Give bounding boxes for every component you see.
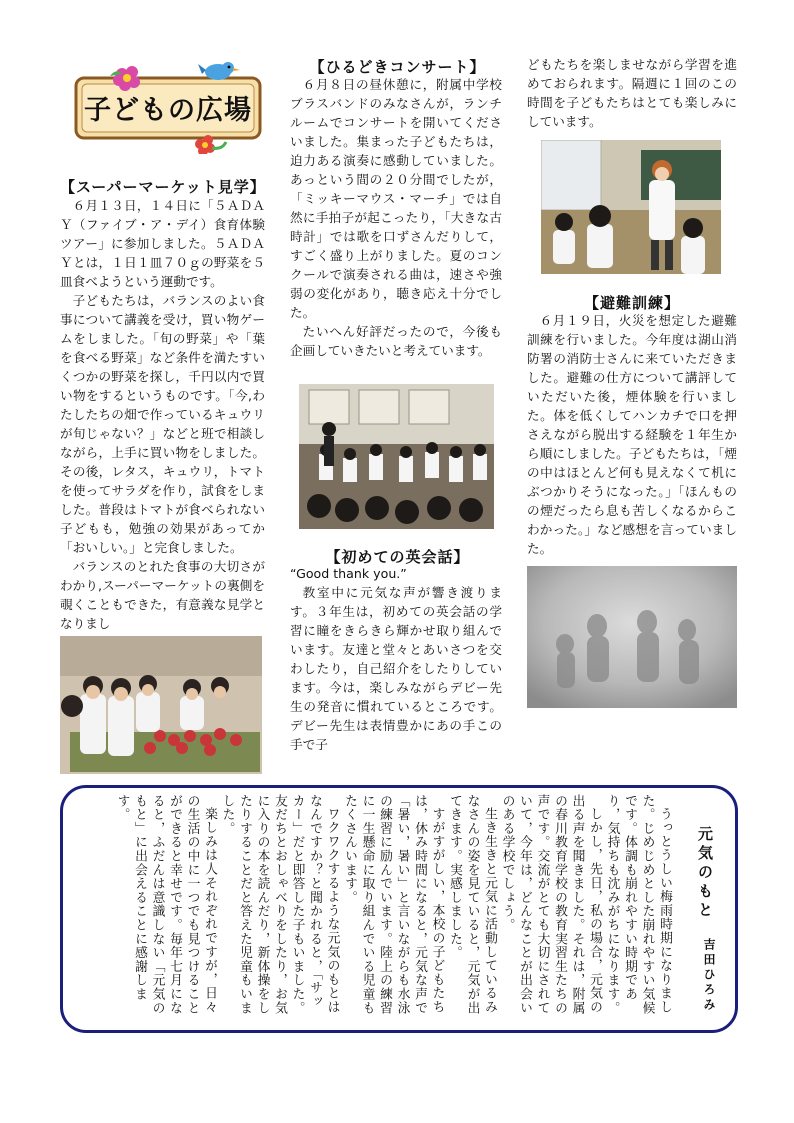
market-paragraph-1: ６月１３日，１４日に「５ＡＤＡＹ（ファイブ・ア・デイ）食育体験ツアー」に参加しました。５ＡＤＡＹとは，１日１皿７０ｇの野菜を５皿食べようという運動です。 <box>60 198 265 289</box>
column-paragraph-5: ワクワクするような元気のもとはなんですか？と聞かれると，「サッカー」だと即答した子もいました。友だちとおしゃべりをしたり，お気に入りの本を読んだり，新体操をしたりすることだと答えた児童もいました。 <box>219 794 340 1015</box>
english-quote: “Good thank you.” <box>290 566 407 581</box>
drill-heading: 【避難訓練】 <box>583 294 680 312</box>
column-paragraph-3: 生き生きと元気に活動しているみなさんの姿を見ていると，元気が出てきます。実感しました。 <box>447 794 497 1015</box>
market-paragraph-3: バランスのとれた食事の大切さがわかり,スーパーマーケットの裏側を覗くこともできた，有意義な見学となりまし <box>60 559 265 631</box>
english-article <box>290 564 502 754</box>
page-title: 子どもの広場 <box>84 95 252 126</box>
concert-paragraph-1: ６月８日の昼休憩に，附属中学校ブラスバンドのみなさんが，ランチルームでコンサートを開いてくださいました。集まった子どもたちは，迫力ある演奏に感動していました。あっという間の２０分間でしたが，「ミッキーマウス・マーチ」では自然に手拍子が起こったり，「大きな古時計」では歌を口ずさんだりして，すごく盛り上がりました。夏のコンクールで演奏される曲は，速さや強弱の変化があり，聴き応え十分でした。 <box>290 77 502 320</box>
english-heading: 【初めての英会話】 <box>325 548 470 566</box>
column-paragraph-1: うっとうしい梅雨時期になりました。じめじめとした崩れやすい気候です。体調も崩れやすい時期であり，気持ちも沈みがちになります。 <box>604 794 672 1015</box>
market-photo <box>60 636 262 774</box>
english-photo <box>541 140 721 274</box>
english-paragraph-1: 教室中に元気な声が響き渡ります。３年生は，初めての英会話の学習に瞳をきらきら輝かせ取り組んでいます。友達と堂々とあいさつを交わしたり，自己紹介をしたりしています。今は，楽しみながらデビー先生の発音に慣れているところです。デビー先生は表情豊かにあの手この手で子 <box>290 585 502 752</box>
column-paragraph-4: すがすがしい，本校の子どもたちは，休み時間になると，元気な声で「暑い，暑い」と言いながらも水泳の練習に励んでいます。陸上の練習に一生懸命に取り組んでいる児童もたくさんいます。 <box>342 794 445 1015</box>
concert-heading: 【ひるどきコンサート】 <box>309 58 486 76</box>
english-continued <box>527 55 737 131</box>
drill-photo <box>527 566 737 708</box>
concert-photo <box>299 384 494 529</box>
drill-paragraph-1: ６月１９日，火災を想定した避難訓練を行いました。今年度は湖山消防署の消防士さんに来ていただきました。避難の仕方について講評していただいた後，煙体験を行いました。体を低くしてハンカチで口を押さえながら脱出する経験を１年生から順にしました。子どもたちは，「煙の中はほとんど何も見えなくて机にぶつかりそうになった。」「ほんものの煙だったら息も苦しくなるからこわかった。」など感想を言っていました。 <box>527 313 737 556</box>
market-article <box>60 196 265 633</box>
column-author: 吉田ひろみ <box>702 938 716 1013</box>
column-title: 元気のもと <box>696 826 714 921</box>
market-paragraph-2: 子どもたちは，バランスのよい食事について講義を受け，買い物ゲームをしました。「旬の野菜」や「葉を食べる野菜」など条件を満たすいくつかの野菜を探し，千円以内で買い物をするというものです。「今,わたしたちの畑で作っているキュウリが旬じゃない？」などと班で相談しながら，上手に買い物をしました。その後，レタス，キュウリ，トマトを使ってサラダを作り，試食をしました。普段はトマトが食べられない子どもも，勉強の効果があってか「おいしい。」と完食しました。 <box>60 293 265 555</box>
title-banner <box>70 58 266 154</box>
drill-article <box>527 311 737 558</box>
english-continued-text: どもたちを楽しませながら学習を進めておられます。隔週に１回のこの時間を子どもたちはとても楽しみにしています。 <box>527 57 737 129</box>
concert-paragraph-2: たいへん好評だったので，今後も企画していきたいと考えています。 <box>290 324 502 358</box>
column-paragraph-2: しかし，先日，私の場合，元気の出る声を聞きました。それは，附属の春川教育学校の教育実習生たちの声です。交流がとても大切にされていて，今年は，どんなことが出会いのある学校でしょう。 <box>499 794 602 1015</box>
concert-article <box>290 75 502 360</box>
column-body <box>73 794 673 1022</box>
column-box <box>60 785 738 1033</box>
market-heading: 【スーパーマーケット見学】 <box>60 178 266 196</box>
column-paragraph-6: 楽しみは人それぞれですが，日々の生活の中に一つでも見つけることができると幸せです。毎年七月になると，ふだんは意識しない「元気のもと」に出会えることに感謝します。 <box>114 794 217 1015</box>
